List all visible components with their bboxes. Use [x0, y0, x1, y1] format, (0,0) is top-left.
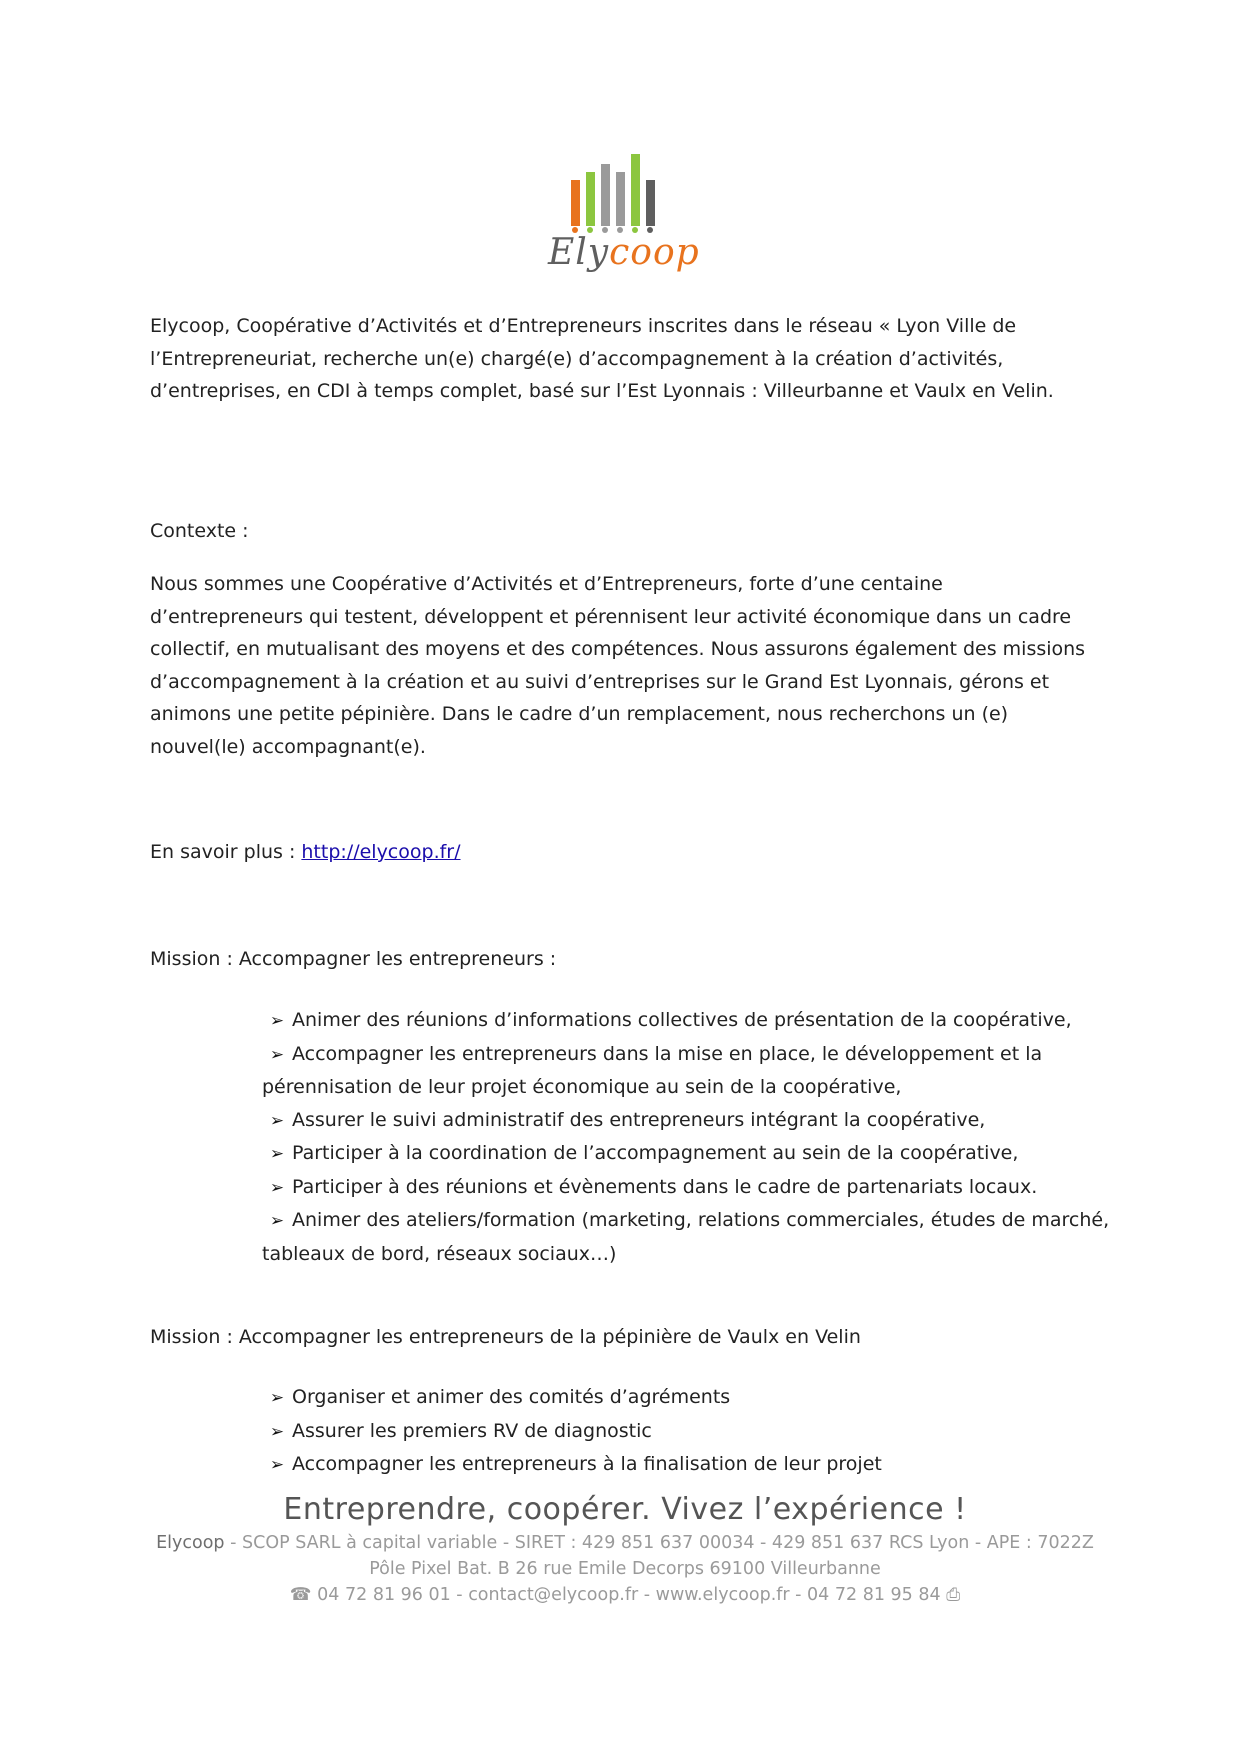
list-item-text: Participer à des réunions et évènements dans le cadre de partenariats locaux.	[292, 1175, 1038, 1198]
footer-legal-text: - SCOP SARL à capital variable - SIRET : 429 851 637 00034 - 429 851 637 RCS Lyon - APE : 7022Z	[224, 1533, 1094, 1553]
arrow-bullet-icon: ➢	[269, 1044, 285, 1065]
page-footer	[150, 1490, 1100, 1608]
footer-contact: ☎ 04 72 81 96 01 - contact@elycoop.fr - www.elycoop.fr - 04 72 81 95 84 ⎙	[289, 1585, 961, 1605]
mission-2-list	[262, 1381, 1112, 1482]
list-item	[262, 1104, 1112, 1138]
logo-text-ely: Ely	[548, 232, 610, 273]
arrow-bullet-icon: ➢	[269, 1421, 285, 1442]
list-item-text: Animer des ateliers/formation (marketing, relations commerciales, études de marché, tableaux de bord, réseaux sociaux…)	[262, 1209, 1110, 1265]
footer-address: Pôle Pixel Bat. B 26 rue Emile Decorps 69100 Villeurbanne	[369, 1559, 881, 1579]
list-item	[262, 1204, 1112, 1270]
footer-slogan: Entreprendre, coopérer. Vivez l’expérience !	[283, 1492, 967, 1527]
list-item-text: Assurer le suivi administratif des entrepreneurs intégrant la coopérative,	[292, 1108, 986, 1131]
list-item	[262, 1171, 1112, 1205]
list-item	[262, 1038, 1112, 1104]
arrow-bullet-icon: ➢	[269, 1144, 285, 1164]
website-link[interactable]: http://elycoop.fr/	[301, 841, 461, 863]
mission-1-list	[262, 1004, 1112, 1270]
intro-paragraph: Elycoop, Coopérative d’Activités et d’Entrepreneurs inscrites dans le réseau « Lyon Ville de l’Entrepreneuriat, recherche un(e) chargé(e) d’accompagnement à la création d’activités, d’entreprises, en CDI à temps complet, basé sur l’Est Lyonnais : Villeurbanne et Vaulx en Velin.	[150, 315, 1054, 402]
arrow-bullet-icon: ➢	[269, 1011, 285, 1031]
logo-bars	[571, 154, 655, 233]
list-item	[262, 1381, 1112, 1415]
logo-wordmark	[548, 232, 708, 273]
context-paragraph: Nous sommes une Coopérative d’Activités et d’Entrepreneurs, forte d’une centaine d’entrepreneurs qui testent, développent et pérennisent leur activité économique dans un cadre collectif, en mutualisant des moyens et des compétences. Nous assurons également des missions d’accompagnement à la création et au suivi d’entreprises sur le Grand Est Lyonnais, gérons et animons une petite pépinière. Dans le cadre d’un remplacement, nous recherchons un (e) nouvel(le) accompagnant(e).	[150, 573, 1086, 758]
list-item-text: Organiser et animer des comités d’agréments	[292, 1386, 731, 1408]
list-item-text: Assurer les premiers RV de diagnostic	[292, 1419, 652, 1442]
arrow-bullet-icon: ➢	[269, 1110, 285, 1131]
more-info-label: En savoir plus :	[150, 841, 302, 863]
list-item-text: Participer à la coordination de l’accompagnement au sein de la coopérative,	[292, 1142, 1019, 1164]
logo-text-coop: coop	[609, 232, 700, 273]
list-item	[262, 1137, 1112, 1171]
mission-2-title: Mission : Accompagner les entrepreneurs de la pépinière de Vaulx en Velin	[150, 1326, 861, 1348]
list-item-text: Accompagner les entrepreneurs à la finalisation de leur projet	[292, 1453, 882, 1475]
context-title: Contexte :	[150, 520, 249, 542]
list-item-text: Animer des réunions d’informations collectives de présentation de la coopérative,	[292, 1009, 1072, 1031]
footer-brand: Elycoop	[156, 1533, 225, 1553]
arrow-bullet-icon: ➢	[269, 1388, 285, 1408]
arrow-bullet-icon: ➢	[269, 1177, 285, 1198]
list-item	[262, 1448, 1112, 1482]
arrow-bullet-icon: ➢	[269, 1211, 285, 1231]
list-item-text: Accompagner les entrepreneurs dans la mise en place, le développement et la pérennisation de leur projet économique au sein de la coopérative,	[262, 1042, 1043, 1098]
arrow-bullet-icon: ➢	[269, 1455, 285, 1475]
list-item	[262, 1415, 1112, 1449]
mission-1-title: Mission : Accompagner les entrepreneurs :	[150, 948, 557, 970]
list-item	[262, 1004, 1112, 1038]
footer-legal	[150, 1530, 1100, 1556]
more-info-line	[150, 836, 461, 868]
